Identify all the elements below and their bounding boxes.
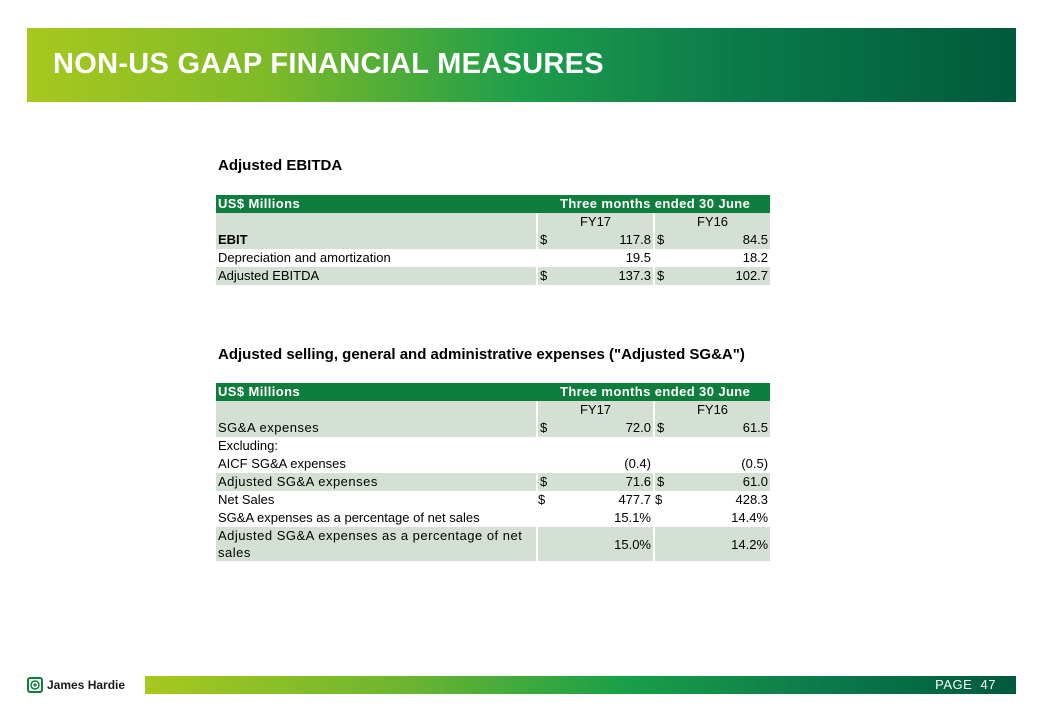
page-title: NON-US GAAP FINANCIAL MEASURES (53, 48, 604, 80)
currency: $ (536, 473, 556, 491)
ebitda-section-title: Adjusted EBITDA (218, 157, 343, 174)
currency (536, 455, 556, 473)
row-label: Adjusted EBITDA (216, 267, 536, 285)
table-row (216, 509, 770, 527)
value-fy17: 71.6 (556, 473, 653, 491)
logo-mark-icon (27, 677, 43, 693)
page-number: PAGE 47 (935, 677, 996, 692)
value-fy17 (556, 437, 653, 455)
value-fy16: 61.5 (673, 419, 770, 437)
table-subheader-row (216, 213, 770, 231)
currency (653, 527, 673, 561)
currency: $ (653, 267, 673, 285)
value-fy17: 15.1% (614, 510, 651, 525)
units-label: US$ Millions (216, 195, 536, 213)
currency (653, 509, 673, 527)
row-label: Excluding: (218, 438, 278, 453)
table-header-row (216, 383, 770, 401)
col-fy16-header: FY16 (653, 213, 770, 231)
table-row (216, 455, 770, 473)
row-label: SG&A expenses as a percentage of net sales (218, 510, 480, 525)
sga-section-title: Adjusted selling, general and administrative expenses ("Adjusted SG&A") (218, 346, 745, 363)
footer-bar (145, 676, 1016, 694)
value-fy17: 117.8 (556, 231, 653, 249)
row-label: Depreciation and amortization (218, 250, 391, 265)
currency: $ (653, 231, 673, 249)
value-fy16: 18.2 (742, 250, 769, 265)
row-label: Adjusted SG&A expenses (216, 473, 536, 491)
currency: $ (655, 492, 663, 507)
value-fy17: 137.3 (556, 267, 653, 285)
currency (536, 249, 556, 267)
row-label: Adjusted SG&A expenses as a percentage of net sales (216, 527, 536, 561)
row-label: Net Sales (218, 492, 275, 507)
james-hardie-logo (27, 675, 125, 695)
currency: $ (653, 419, 673, 437)
currency: $ (536, 419, 556, 437)
col-fy16-header: FY16 (653, 401, 770, 419)
period-label: Three months ended 30 June (536, 383, 770, 401)
value-fy16: 84.5 (673, 231, 770, 249)
table-row (216, 527, 770, 561)
currency: $ (538, 492, 546, 507)
table-row (216, 249, 770, 267)
table-row (216, 419, 770, 437)
value-fy16: 14.4% (731, 510, 769, 525)
currency (536, 509, 556, 527)
row-label: SG&A expenses (216, 419, 536, 437)
currency (653, 437, 673, 455)
logo-text: James Hardie (47, 678, 126, 692)
value-fy16: (0.5) (741, 456, 769, 471)
value-fy17: 477.7 (618, 492, 651, 507)
col-fy17-header: FY17 (536, 401, 653, 419)
currency: $ (536, 267, 556, 285)
value-fy16: 428.3 (735, 492, 769, 507)
sga-table (216, 383, 770, 561)
table-row (216, 473, 770, 491)
currency (536, 527, 556, 561)
value-fy16: 14.2% (673, 527, 770, 561)
table-row (216, 491, 770, 509)
table-row (216, 267, 770, 285)
currency: $ (536, 231, 556, 249)
period-label: Three months ended 30 June (536, 195, 770, 213)
currency (536, 437, 556, 455)
value-fy17: (0.4) (624, 456, 651, 471)
row-label: AICF SG&A expenses (218, 456, 346, 471)
table-row (216, 231, 770, 249)
value-fy17: 15.0% (556, 527, 653, 561)
table-subheader-row (216, 401, 770, 419)
currency: $ (653, 473, 673, 491)
ebitda-table (216, 195, 770, 285)
col-fy17-header: FY17 (536, 213, 653, 231)
table-row (216, 437, 770, 455)
value-fy16 (673, 437, 770, 455)
units-label: US$ Millions (216, 383, 536, 401)
value-fy16: 61.0 (673, 473, 770, 491)
row-label: EBIT (216, 231, 536, 249)
currency (653, 249, 673, 267)
currency (653, 455, 673, 473)
value-fy17: 19.5 (625, 250, 651, 265)
table-header-row (216, 195, 770, 213)
value-fy17: 72.0 (556, 419, 653, 437)
title-banner (27, 28, 1016, 102)
value-fy16: 102.7 (673, 267, 770, 285)
